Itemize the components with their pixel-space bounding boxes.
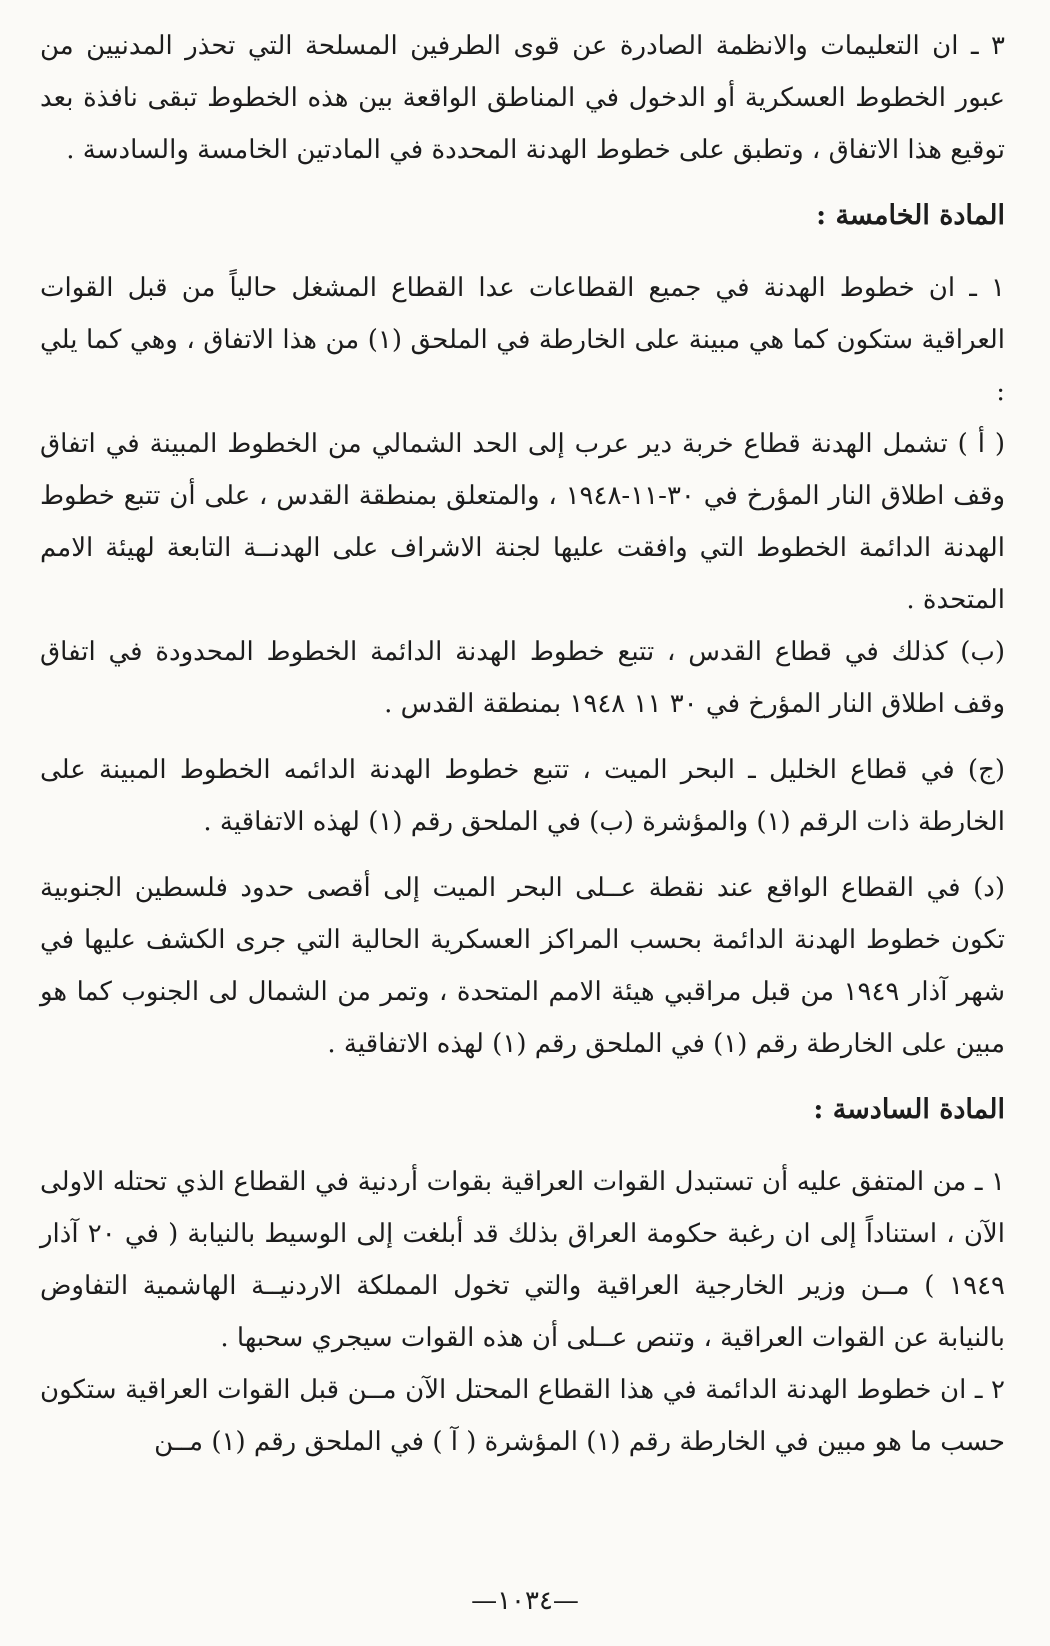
paragraph-article5-item1: ١ ـ ان خطوط الهدنة في جميع القطاعات عدا القطاع المشغل حالياً من قبل القوات العراقية ستكون كما هي مبينة على الخارطة في الملحق (١) من هذا الاتفاق ، وهي كما يلي : — [40, 273, 1006, 407]
page-number: —١٠٣٤— — [471, 1586, 579, 1616]
paragraph-article6-item1: ١ ـ من المتفق عليه أن تستبدل القوات العراقية بقوات أردنية في القطاع الذي تحتله الاولى الآن ، استناداً إلى ان رغبة حكومة العراق بذلك قد أبلغت إلى الوسيط بالنيابة ( في ٢٠ آذار ١٩٤٩ ) مــن وزير الخارجية العراقية والتي تخول المملكة الاردنيــة الهاشمية التفاوض بالنيابة عن القوات العراقية ، وتنص عــلى أن هذه القوات سيجري سحبها . — [40, 1167, 1005, 1353]
paragraph-article5-item-a: ( أ ) تشمل الهدنة قطاع خربة دير عرب إلى الحد الشمالي من الخطوط المبينة في اتفاق وقف اطلاق النار المؤرخ في ٣٠-١١-١٩٤٨ ، والمتعلق بمنطقة القدس ، على أن تتبع خطوط الهدنة الدائمة الخطوط التي وافقت عليها لجنة الاشراف على الهدنــة التابعة لهيئة الامم المتحدة . — [40, 429, 1006, 615]
heading-article-five: المادة الخامسة : — [816, 200, 1005, 231]
heading-article-six: المادة السادسة : — [813, 1094, 1005, 1125]
paragraph-article5-item-c: (ج) في قطاع الخليل ـ البحر الميت ، تتبع خطوط الهدنة الدائمه الخطوط المبينة على الخارطة ذات الرقم (١) والمؤشرة (ب) في الملحق رقم (١) لهذه الاتفاقية . — [40, 755, 1005, 837]
paragraph-article6-item2: ٢ ـ ان خطوط الهدنة الدائمة في هذا القطاع المحتل الآن مــن قبل القوات العراقية ستكون حسب ما هو مبين في الخارطة رقم (١) المؤشرة ( آ ) في الملحق رقم (١) مــن — [40, 1375, 1005, 1457]
paragraph-article5-item-d: (د) في القطاع الواقع عند نقطة عــلى البحر الميت إلى أقصى حدود فلسطين الجنوبية تكون خطوط الهدنة الدائمة بحسب المراكز العسكرية الحالية التي جرى الكشف عليها في شهر آذار ١٩٤٩ من قبل مراقبي هيئة الامم المتحدة ، وتمر من الشمال لى الجنوب كما هو مبين على الخارطة رقم (١) في الملحق رقم (١) لهذه الاتفاقية . — [40, 873, 1005, 1059]
document-body — [40, 20, 1005, 1468]
paragraph-article5-item-b: (ب) كذلك في قطاع القدس ، تتبع خطوط الهدنة الدائمة الخطوط المحدودة في اتفاق وقف اطلاق النار المؤرخ في ٣٠ ١١ ١٩٤٨ بمنطقة القدس . — [40, 637, 1005, 719]
paragraph-intro: ٣ ـ ان التعليمات والانظمة الصادرة عن قوى الطرفين المسلحة التي تحذر المدنيين من عبور الخطوط العسكرية أو الدخول في المناطق الواقعة بين هذه الخطوط تبقى نافذة بعد توقيع هذا الاتفاق ، وتطبق على خطوط الهدنة المحددة في المادتين الخامسة والسادسة . — [40, 31, 1005, 165]
